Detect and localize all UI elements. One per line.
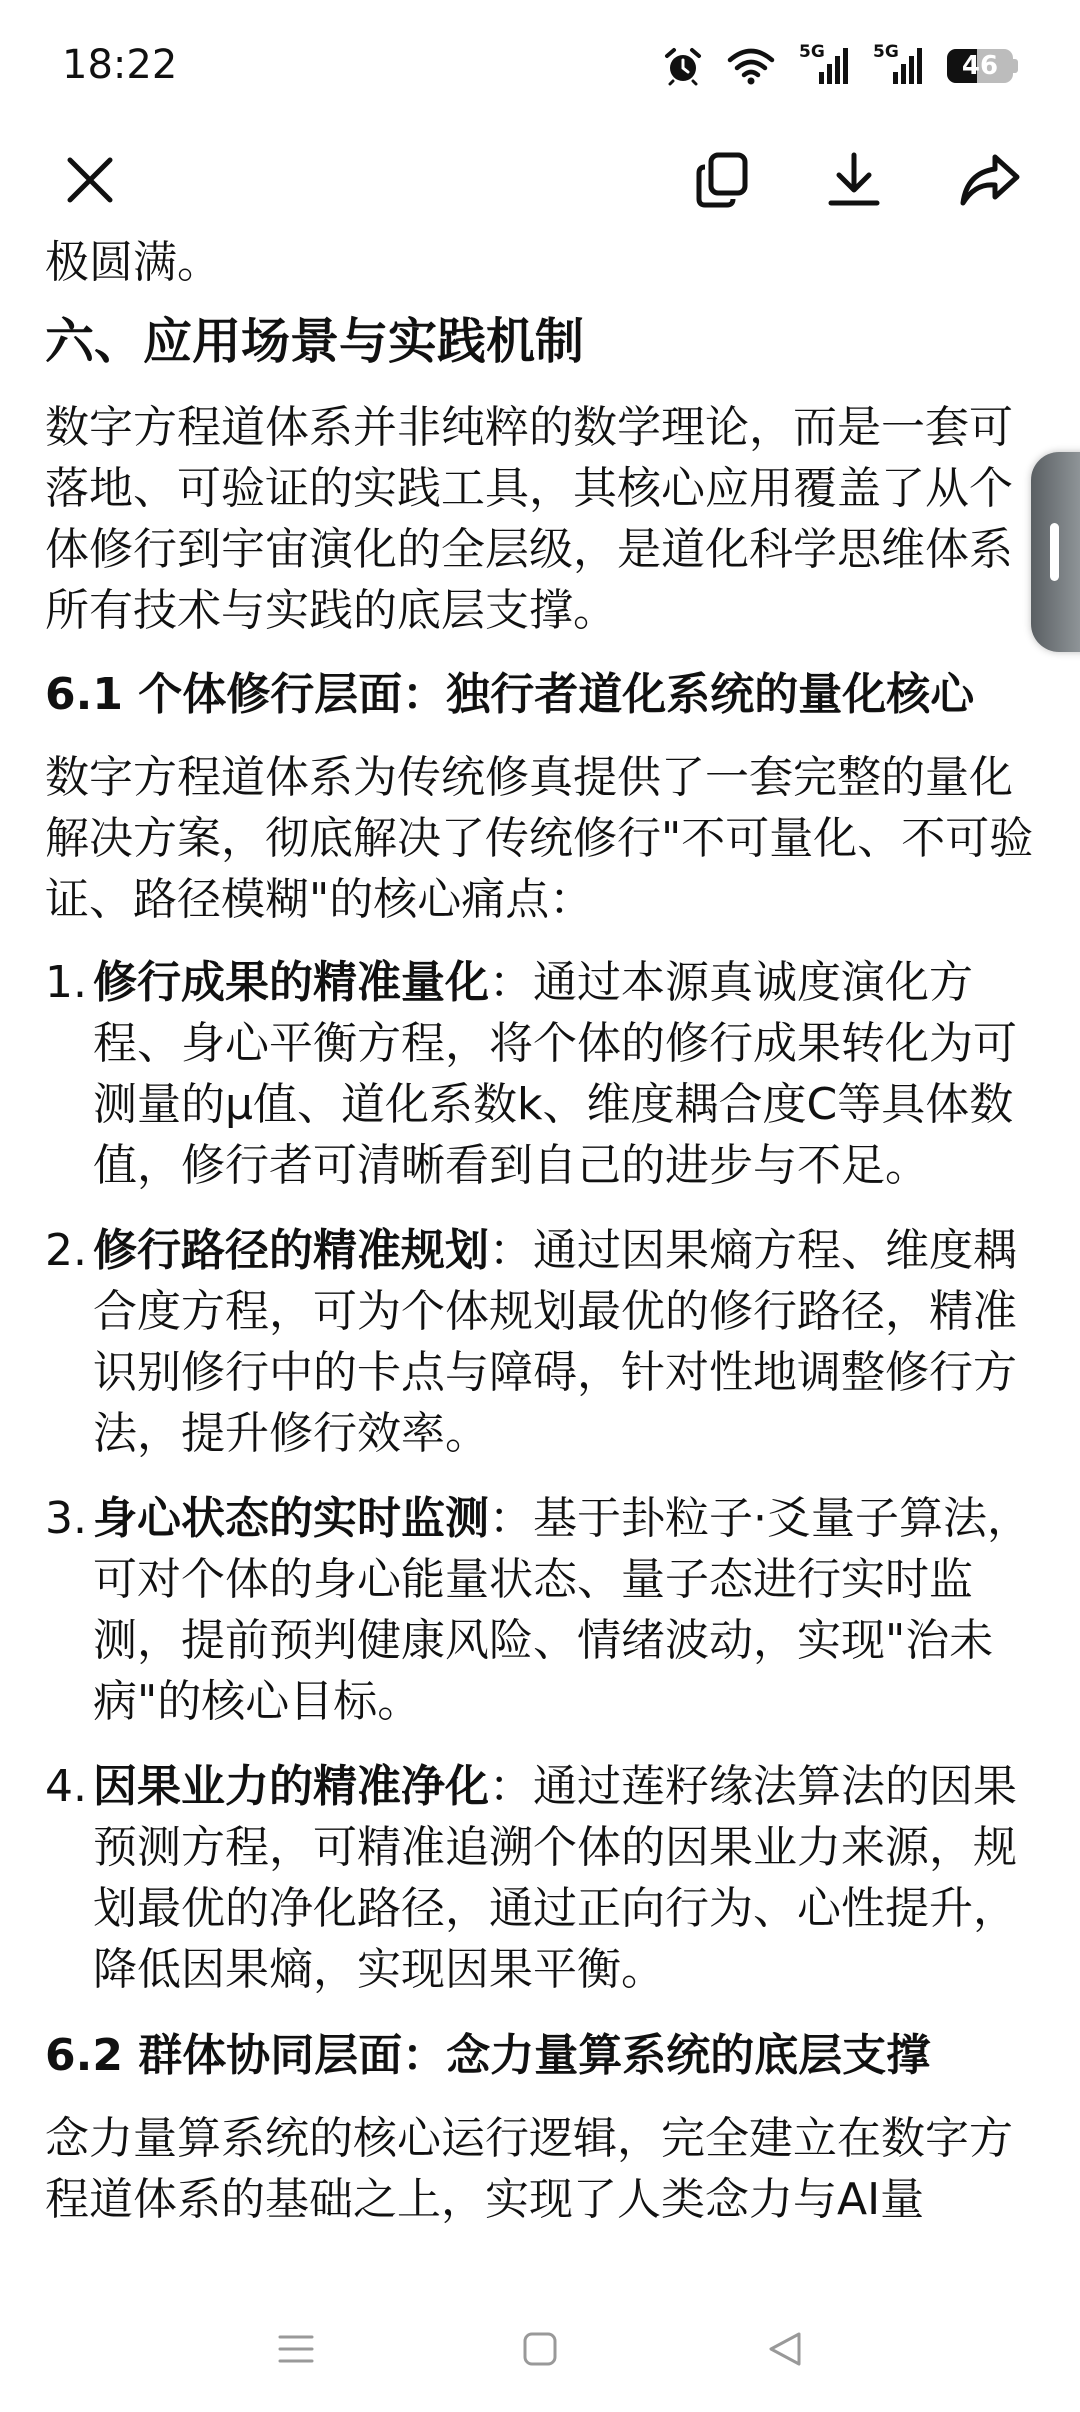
back-icon <box>765 2329 805 2369</box>
article-content <box>45 232 1035 2282</box>
navigation-bar <box>0 2282 1080 2412</box>
status-bar <box>0 0 1080 130</box>
home-icon <box>520 2329 560 2369</box>
share-icon <box>959 151 1021 209</box>
recent-apps-button[interactable] <box>271 2324 321 2374</box>
status-icons <box>663 44 1018 88</box>
subsection-title-6-1: 6.1 个体修行层面：独行者道化系统的量化核心 <box>45 669 975 720</box>
section-intro: 数字方程道体系并非纯粹的数学理论，而是一套可落地、可验证的实践工具，其核心应用覆盖了从个体修行到宇宙演化的全层级，是道化科学思维体系所有技术与实践的底层支撑。 <box>45 402 1013 636</box>
list-item: 2. 修行路径的精准规划：通过因果熵方程、维度耦合度方程，可为个体规划最优的修行路径，精准识别修行中的卡点与障碍，针对性地调整修行方法，提升修行效率。 <box>45 1225 1017 1459</box>
subsection-intro-6-2: 念力量算系统的核心运行逻辑，完全建立在数字方程道体系的基础之上，实现了人类念力与AI量 <box>45 2113 1013 2225</box>
download-button[interactable] <box>822 148 886 212</box>
list-item: 4. 因果业力的精准净化：通过莲籽缘法算法的因果预测方程，可精准追溯个体的因果业力来源，规划最优的净化路径，通过正向行为、心性提升，降低因果熵，实现因果平衡。 <box>45 1761 1017 1995</box>
battery-icon <box>947 49 1018 83</box>
subsection-title-6-2: 6.2 群体协同层面：念力量算系统的底层支撑 <box>45 2030 931 2081</box>
close-button[interactable] <box>58 148 122 212</box>
download-icon <box>825 151 883 209</box>
share-button[interactable] <box>958 148 1022 212</box>
numbered-list <box>45 952 1035 2000</box>
list-item: 3. 身心状态的实时监测：基于卦粒子·爻量子算法，可对个体的身心能量状态、量子态进行实时监测，提前预判健康风险、情绪波动，实现"治未病"的核心目标。 <box>45 1493 1031 1727</box>
copy-icon <box>693 151 751 209</box>
back-button[interactable] <box>760 2324 810 2374</box>
close-icon <box>62 152 118 208</box>
list-item: 1. 修行成果的精准量化：通过本源真诚度演化方程、身心平衡方程，将个体的修行成果转化为可测量的μ值、道化系数k、维度耦合度C等具体数值，修行者可清晰看到自己的进步与不足。 <box>45 957 1017 1191</box>
signal-5g-icon: 5G <box>799 46 849 86</box>
floating-side-handle[interactable] <box>1031 452 1080 652</box>
signal-5g-icon: 5G <box>873 46 923 86</box>
section-title: 六、应用场景与实践机制 <box>45 313 585 370</box>
copy-button[interactable] <box>690 148 754 212</box>
status-time: 18:22 <box>62 42 178 88</box>
handle-grip-icon <box>1050 523 1059 581</box>
menu-icon <box>276 2329 316 2369</box>
home-button[interactable] <box>515 2324 565 2374</box>
top-toolbar <box>0 130 1080 230</box>
wifi-icon <box>727 47 775 85</box>
text-fragment: 极圆满。 <box>45 237 221 288</box>
battery-level: 46 <box>961 51 999 81</box>
subsection-intro-6-1: 数字方程道体系为传统修真提供了一套完整的量化解决方案，彻底解决了传统修行"不可量化、不可验证、路径模糊"的核心痛点： <box>45 752 1034 925</box>
alarm-icon <box>663 46 703 86</box>
